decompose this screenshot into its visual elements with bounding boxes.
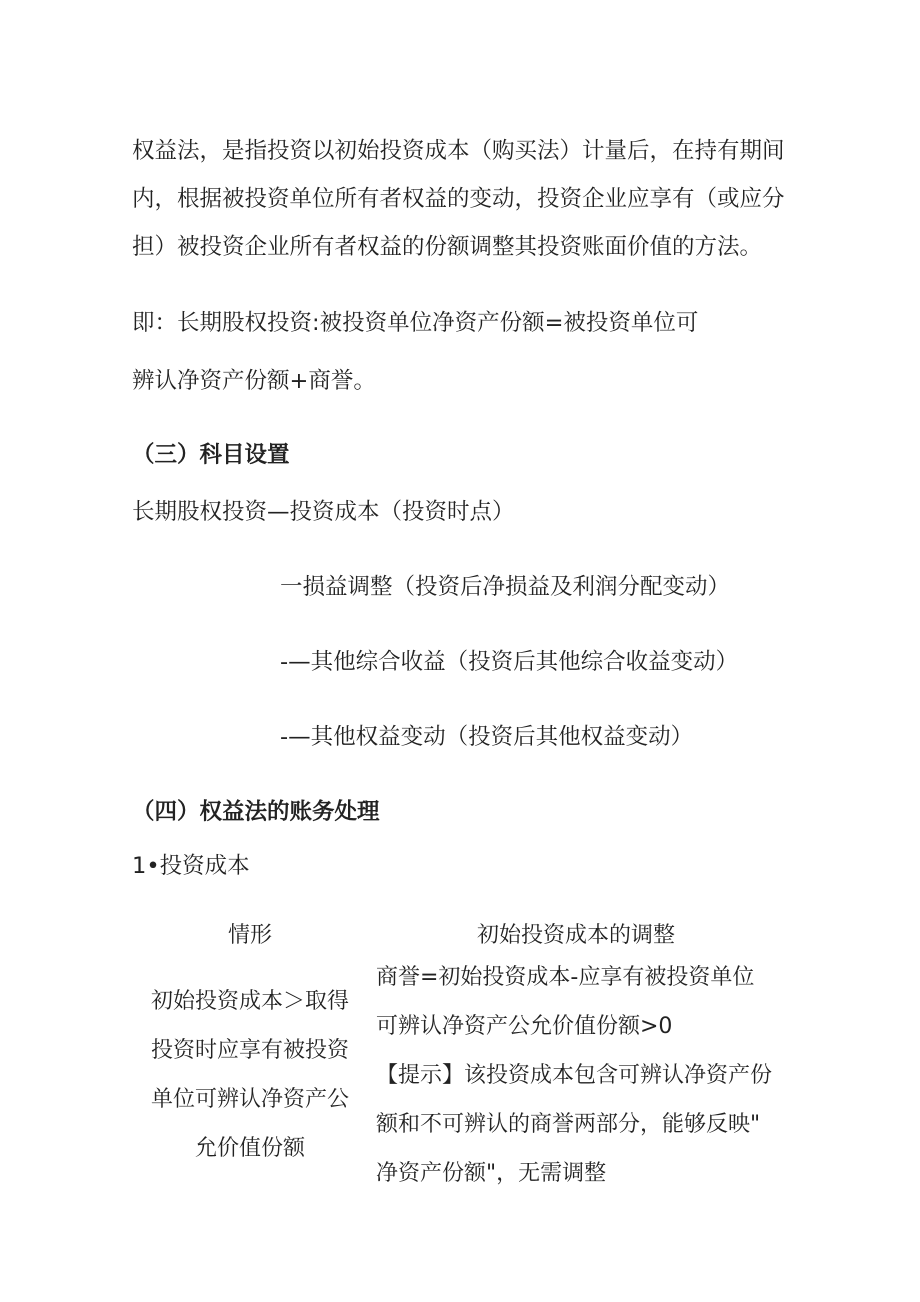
table-right-line-1: 商誉=初始投资成本-应享有被投资单位: [376, 965, 755, 990]
formula-line-1: 即：长期股权投资:被投资单位净资产份额=被投资单位可: [132, 310, 699, 336]
table-left-line-2: 投资时应享有被投资: [150, 1038, 349, 1063]
table-left-line-3: 单位可辨认净资产公: [150, 1087, 349, 1112]
table-header-left: 情形: [227, 923, 272, 948]
table-header-right: 初始投资成本的调整: [476, 923, 675, 948]
table-right-line-4: 额和不可辨认的商誉两部分，能够反映": [376, 1112, 761, 1137]
table-right-line-2: 可辨认净资产公允价值份额>0: [376, 1014, 673, 1039]
table-right-line-3: 【提示】该投资成本包含可辨认净资产份: [376, 1063, 773, 1088]
formula-line-2: 辨认净资产份额+商誉。: [132, 368, 376, 394]
intro-line-1: 权益法，是指投资以初始投资成本（购买法）计量后，在持有期间: [132, 138, 785, 164]
table-right-line-5: 净资产份额"，无需调整: [376, 1161, 607, 1186]
section-4-title: （四）权益法的账务处理: [132, 799, 380, 825]
section-3-title: （三）科目设置: [132, 442, 290, 468]
account-item-main: 长期股权投资—投资成本（投资时点）: [132, 499, 515, 525]
intro-line-2: 内，根据被投资单位所有者权益的变动，投资企业应享有（或应分: [132, 186, 785, 212]
intro-line-3: 担）被投资企业所有者权益的份额调整其投资账面价值的方法。: [132, 234, 763, 260]
table-left-line-1: 初始投资成本＞取得: [150, 989, 349, 1014]
account-item-sub-3: -—其他权益变动（投资后其他权益变动）: [280, 724, 694, 750]
account-item-sub-2: -—其他综合收益（投资后其他综合收益变动）: [280, 649, 739, 675]
account-item-sub-1: 一损益调整（投资后净损益及利润分配变动）: [280, 574, 731, 600]
section-4-subtitle: 1•投资成本: [132, 853, 250, 879]
table-left-line-4: 允价值份额: [194, 1136, 305, 1161]
